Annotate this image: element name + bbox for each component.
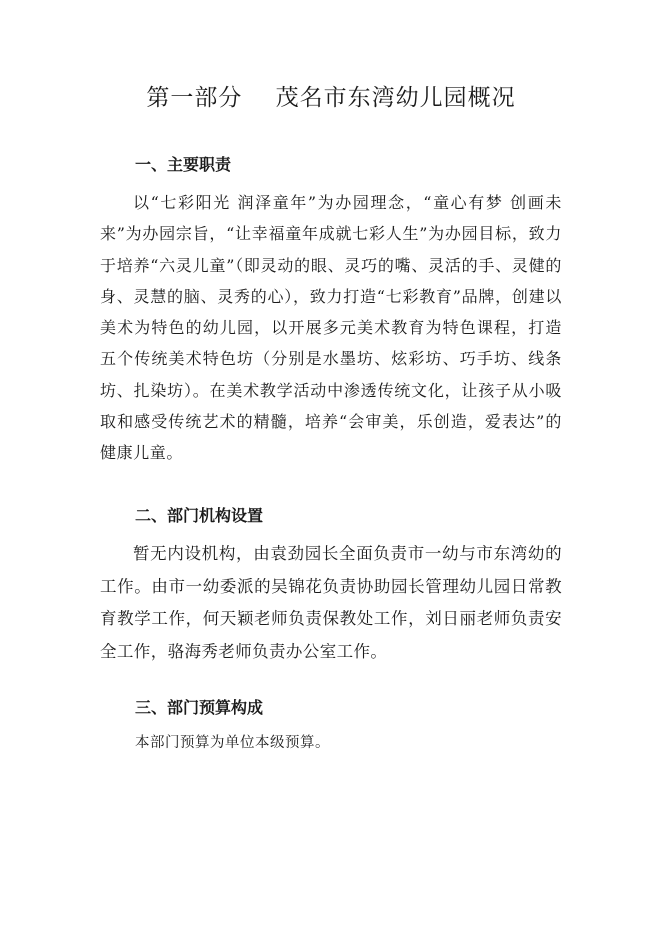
section-body-main-duties: 以“七彩阳光 润泽童年”为办园理念，“童心有梦 创画未来”为办园宗旨，“让幸福童年成就七彩人生”为办园目标，致力于培养“六灵儿童”（即灵动的眼、灵巧的嘴、灵活的手、灵健的身、灵慧的脑、灵秀的心），致力打造“七彩教育”品牌，创建以美术为特色的幼儿园，以开展多元美术教育为特色课程，打造五个传统美术特色坊（分别是水墨坊、炫彩坊、巧手坊、线条坊、扎染坊）。在美术教学活动中渗透传统文化，让孩子从小吸取和感受传统艺术的精髓，培养“会审美，乐创造，爱表达”的健康儿童。 — [100, 193, 562, 463]
section-heading-organization: 二、部门机构设置 — [135, 506, 264, 525]
section-body-organization: 暂无内设机构，由袁劲园长全面负责市一幼与市东湾幼的工作。由市一幼委派的吴锦花负责协助园长管理幼儿园日常教育教学工作，何天颖老师负责保教处工作，刘日丽老师负责安全工作，骆海秀老师负责办公室工作。 — [100, 544, 562, 661]
section-heading-main-duties: 一、主要职责 — [135, 155, 232, 174]
page-title: 第一部分 茂名市东湾幼儿园概况 — [146, 85, 516, 111]
section-heading-budget: 三、部门预算构成 — [135, 698, 264, 717]
section-body-budget: 本部门预算为单位本级预算。 — [135, 735, 330, 751]
